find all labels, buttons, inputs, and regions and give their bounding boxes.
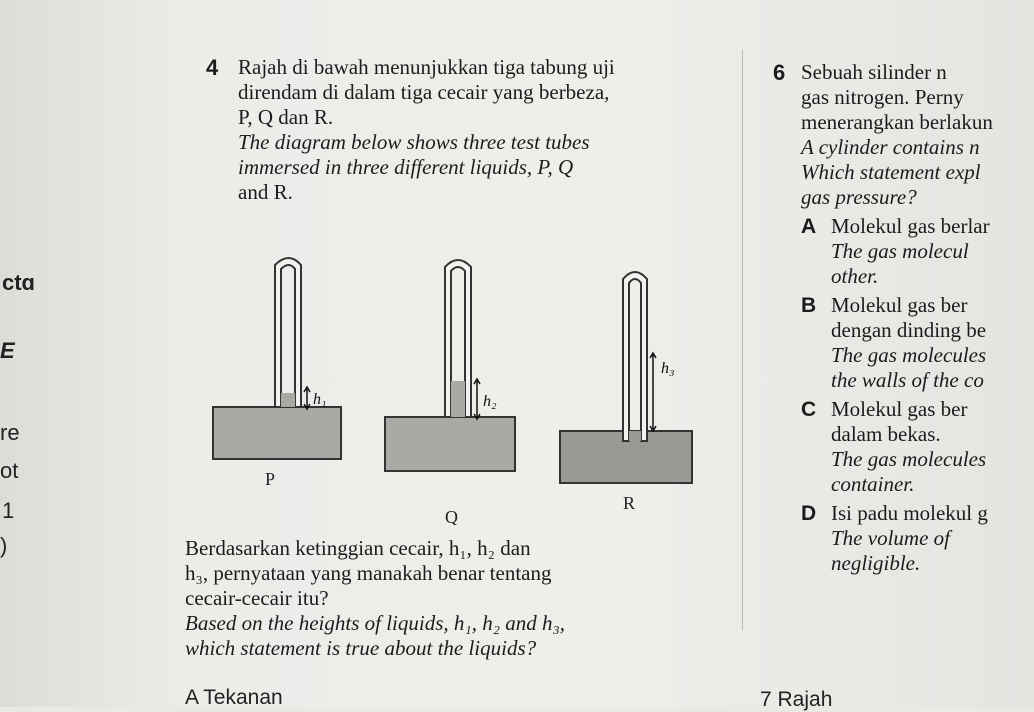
english-stem-line: and R. [238, 180, 293, 204]
english-stem-line: Which statement expl [801, 160, 981, 184]
option-a-partial: A Tekanan [185, 686, 283, 709]
question-number: 6 [773, 60, 786, 85]
tube-label-p: P [265, 469, 276, 489]
question-4 [208, 55, 728, 205]
option-english: the walls of the co [831, 368, 984, 392]
h1-label: h₁ [313, 391, 327, 408]
option-english: The gas molecul [831, 239, 969, 263]
arrow-h1 [304, 387, 310, 409]
malay-stem-line: direndam di dalam tiga cecair yang berbeza, [238, 80, 610, 104]
option-malay: dengan dinding be [831, 318, 987, 342]
option-c[interactable] [801, 397, 1034, 497]
option-english: other. [831, 264, 879, 288]
margin-fragment: E [0, 338, 15, 363]
beaker-p [213, 258, 341, 489]
option-letter: B [801, 294, 817, 317]
test-tubes-diagram [195, 245, 705, 525]
english-stem-line: gas pressure? [801, 185, 917, 209]
margin-fragment: ctɑ [2, 270, 35, 295]
option-english: The volume of [831, 526, 950, 550]
malay-question-line: Berdasarkan ketinggian cecair, h₁, h₂ dan [185, 536, 531, 560]
option-a[interactable] [801, 214, 1034, 289]
next-question-partial: 7 Rajah [760, 688, 833, 711]
tube-label-r: R [623, 493, 636, 513]
question-6 [773, 60, 1034, 576]
margin-fragment: ot [0, 458, 19, 483]
option-b[interactable] [801, 293, 1034, 393]
tube-q-liquid [451, 381, 465, 417]
tube-p [275, 258, 301, 407]
tube-p-liquid [281, 393, 295, 407]
margin-fragment: 1 [2, 498, 15, 523]
tube-r-liquid [629, 431, 641, 441]
arrow-h2 [474, 379, 480, 419]
liquid-p [213, 407, 341, 459]
arrow-h3 [650, 353, 656, 431]
h3-label: h₃ [661, 360, 675, 377]
malay-question-line: cecair-cecair itu? [185, 586, 329, 610]
beaker-r [560, 272, 692, 513]
english-stem-line: The diagram below shows three test tubes [238, 130, 590, 154]
malay-stem-line: Sebuah silinder n [801, 60, 947, 84]
option-malay: Molekul gas berlar [831, 214, 990, 238]
option-english: negligible. [831, 551, 921, 575]
question-4-prompt [175, 536, 715, 661]
option-d[interactable] [801, 501, 1034, 576]
margin-fragment: ) [0, 533, 8, 558]
option-letter: D [801, 502, 817, 525]
english-question-line: Based on the heights of liquids, h₁, h₂ and h₃, [185, 611, 566, 635]
option-malay: Molekul gas ber [831, 293, 968, 317]
english-stem-line: immersed in three different liquids, P, Q [238, 155, 574, 179]
english-stem-line: A cylinder contains n [801, 135, 980, 159]
option-english: The gas molecules [831, 343, 987, 367]
option-malay: Isi padu molekul g [831, 501, 988, 525]
beaker-q [385, 260, 515, 525]
malay-stem-line: Rajah di bawah menunjukkan tiga tabung uji [238, 55, 615, 79]
question-number: 4 [206, 55, 219, 80]
tube-label-q: Q [445, 507, 458, 525]
option-malay: Molekul gas ber [831, 397, 968, 421]
column-divider [742, 50, 743, 630]
option-english: The gas molecules [831, 447, 987, 471]
liquid-q [385, 417, 515, 471]
malay-stem-line: gas nitrogen. Perny [801, 85, 964, 109]
option-english: container. [831, 472, 915, 496]
option-letter: C [801, 398, 817, 421]
malay-stem-line: menerangkan berlakun [801, 110, 993, 134]
margin-fragment: re [0, 420, 20, 445]
malay-question-line: h₃, pernyataan yang manakah benar tentang [185, 561, 552, 585]
english-question-line: which statement is true about the liquids? [185, 636, 537, 660]
option-malay: dalam bekas. [831, 422, 941, 446]
malay-stem-line: P, Q dan R. [238, 105, 334, 129]
h2-label: h₂ [483, 393, 497, 410]
option-letter: A [801, 215, 817, 238]
